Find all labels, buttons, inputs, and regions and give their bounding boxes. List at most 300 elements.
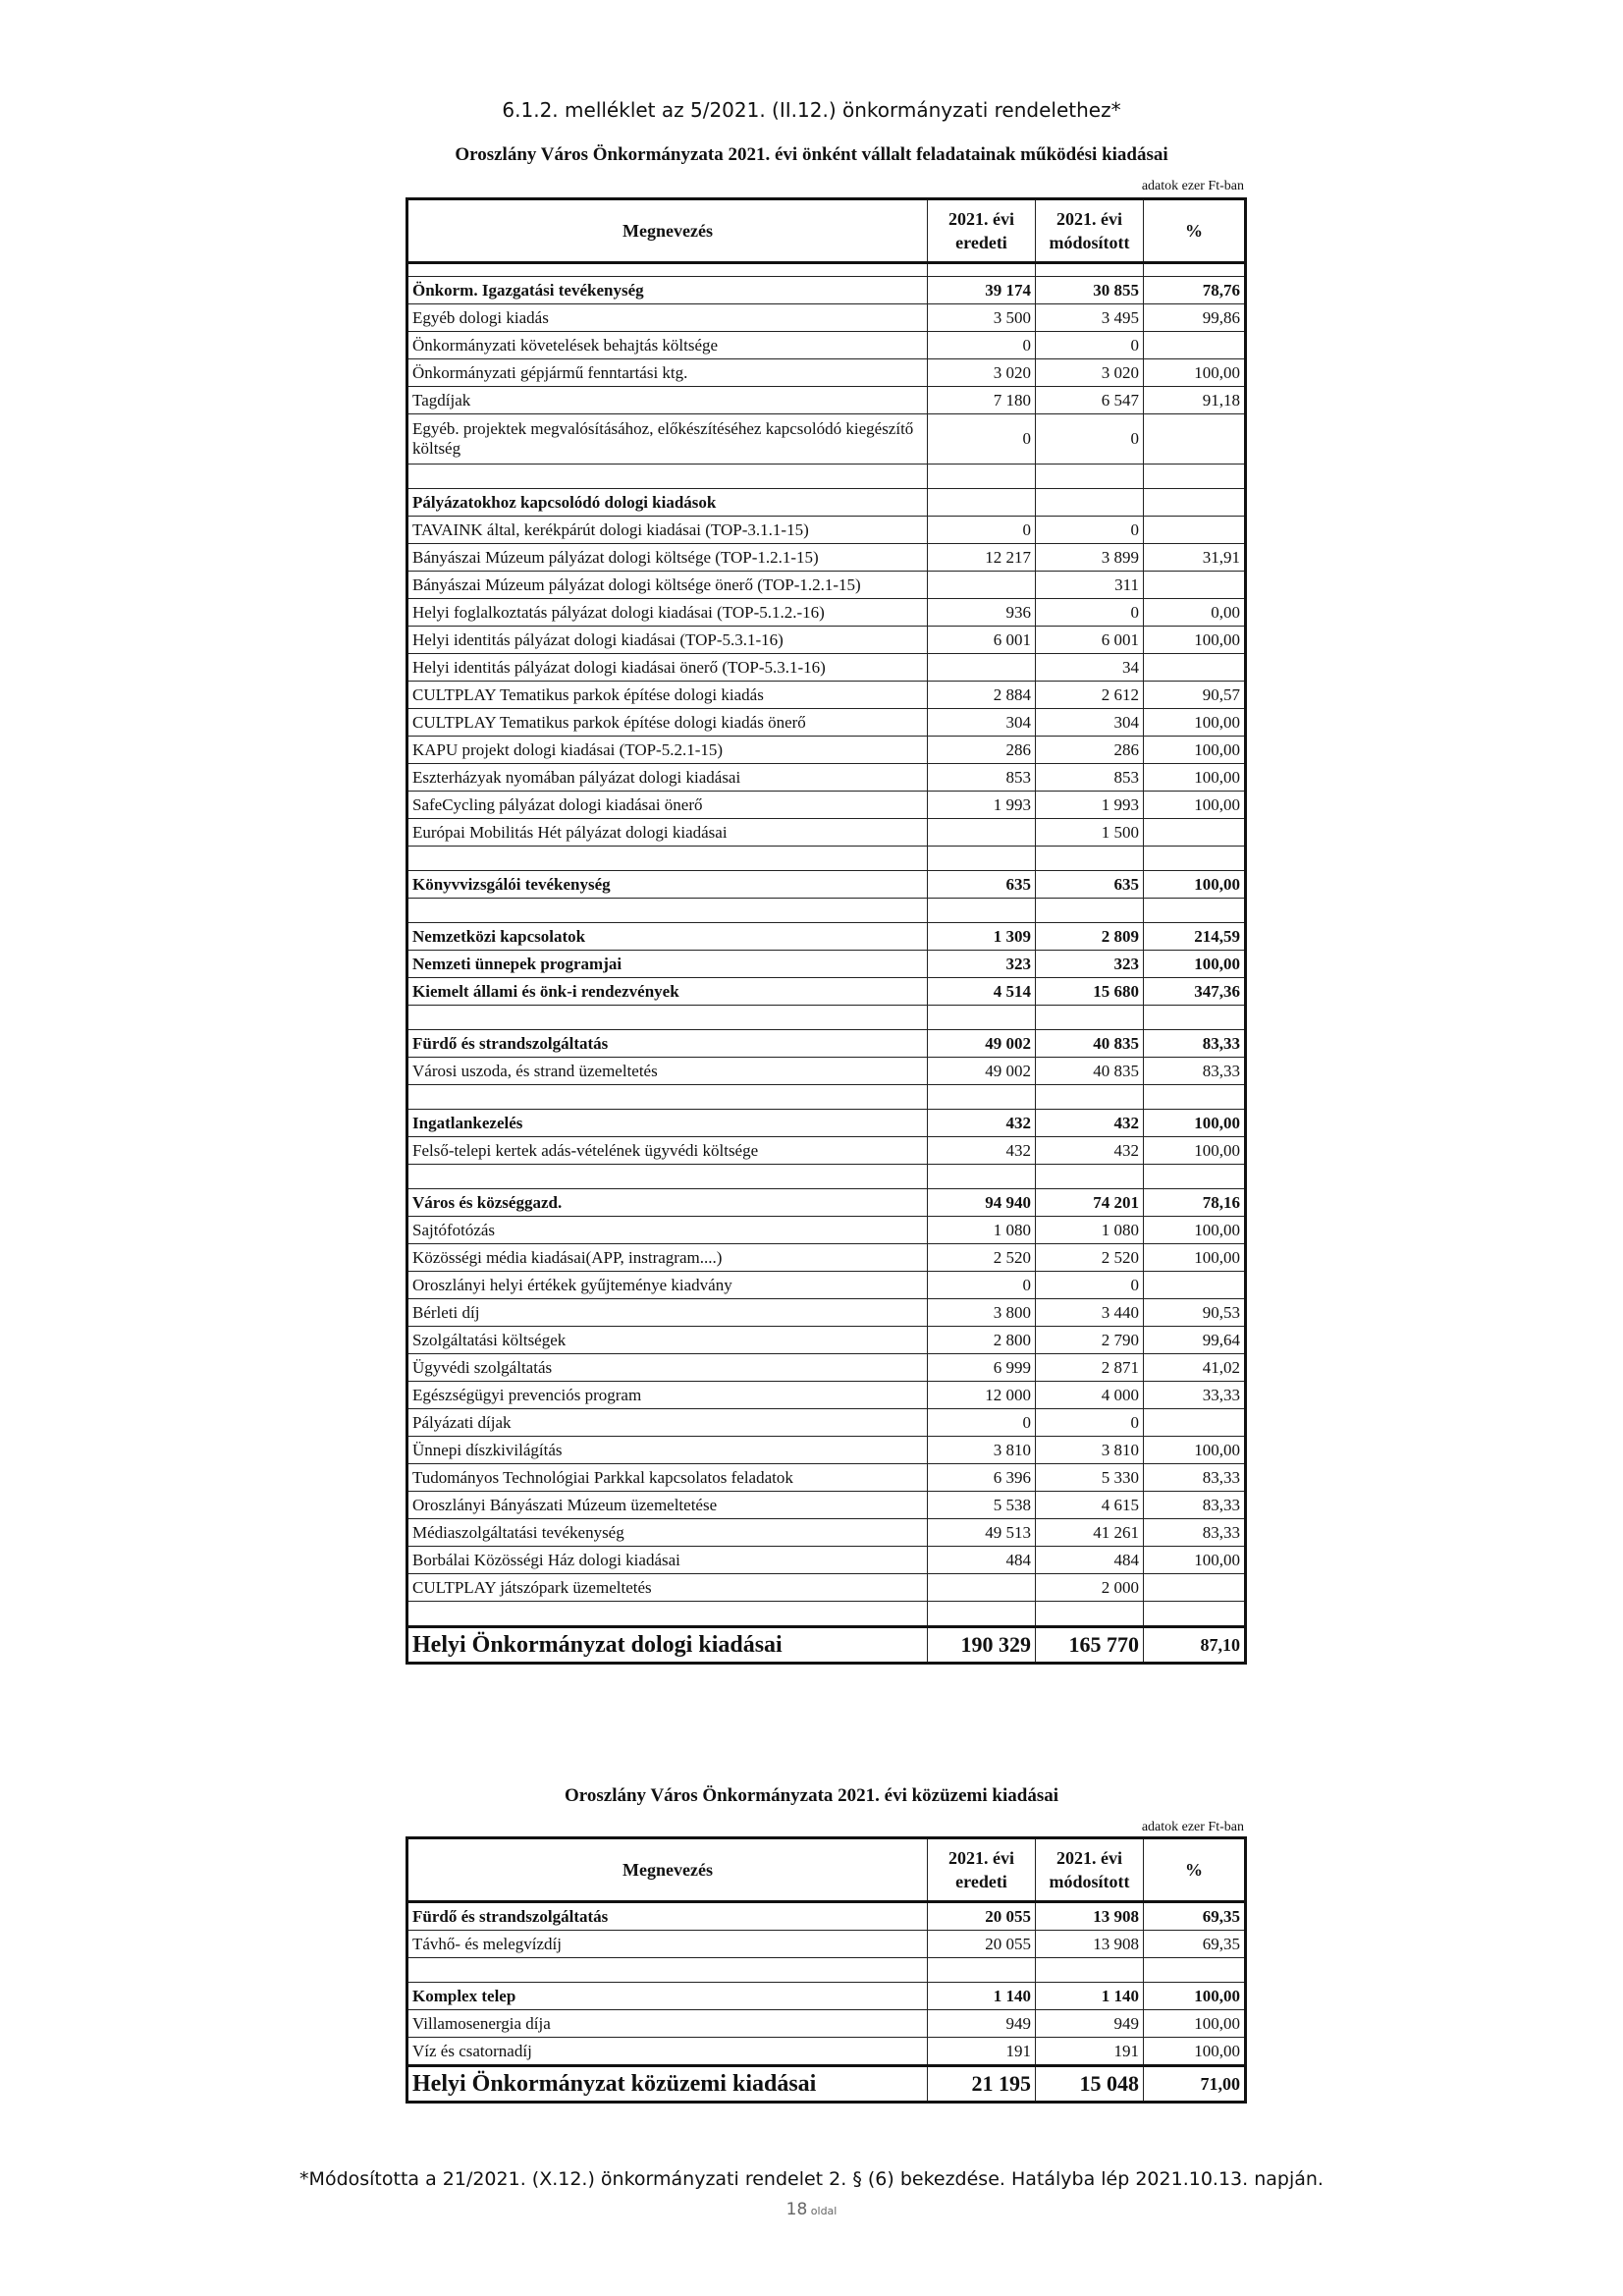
row-name [407, 1602, 928, 1627]
table-row [407, 572, 1246, 599]
table-row [407, 1030, 1246, 1058]
row-original-value: 1 080 [928, 1217, 1036, 1244]
row-original-value [928, 1602, 1036, 1627]
row-modified-value: 286 [1036, 737, 1144, 764]
row-percent: 100,00 [1144, 871, 1246, 899]
table-row [407, 847, 1246, 871]
row-original-value: 20 055 [928, 1902, 1036, 1931]
table1-title: Oroszlány Város Önkormányzata 2021. évi önként vállalt feladatainak működési kiadásai [455, 144, 1168, 165]
row-original-value [928, 465, 1036, 489]
table-row [407, 263, 1246, 277]
row-original-value: 949 [928, 2010, 1036, 2038]
table-row [407, 1272, 1246, 1299]
col-header-name: Megnevezés [407, 1838, 928, 1902]
table-row [407, 819, 1246, 847]
table-row [407, 304, 1246, 332]
row-name [407, 1958, 928, 1983]
table-row [407, 489, 1246, 517]
row-modified-value: 4 615 [1036, 1492, 1144, 1519]
row-original-value: 5 538 [928, 1492, 1036, 1519]
row-original-value [928, 847, 1036, 871]
row-original-value: 1 309 [928, 923, 1036, 951]
row-name: Egyéb dologi kiadás [407, 304, 928, 332]
row-percent: 41,02 [1144, 1354, 1246, 1382]
row-percent: 99,86 [1144, 304, 1246, 332]
row-percent: 78,76 [1144, 277, 1246, 304]
row-name: CULTPLAY Tematikus parkok építése dologi kiadás önerő [407, 709, 928, 737]
row-name: Pályázatokhoz kapcsolódó dologi kiadások [407, 489, 928, 517]
row-original-value [928, 1574, 1036, 1602]
col-header-modified-text: 2021. évi módosított [1049, 1848, 1130, 1891]
row-name: CULTPLAY Tematikus parkok építése dologi kiadás [407, 682, 928, 709]
row-percent: 69,35 [1144, 1931, 1246, 1958]
col-header-name: Megnevezés [407, 199, 928, 263]
row-modified-value [1036, 1085, 1144, 1110]
row-modified-value: 2 612 [1036, 682, 1144, 709]
row-original-value: 6 396 [928, 1464, 1036, 1492]
row-percent [1144, 572, 1246, 599]
table-row [407, 1574, 1246, 1602]
row-percent: 100,00 [1144, 627, 1246, 654]
table-row [407, 978, 1246, 1006]
row-modified-value: 853 [1036, 764, 1144, 792]
table-row [407, 2066, 1246, 2103]
table-row [407, 517, 1246, 544]
table-row [407, 1409, 1246, 1437]
row-name: Tagdíjak [407, 387, 928, 414]
table-row [407, 1137, 1246, 1165]
row-name: Helyi identitás pályázat dologi kiadásai (TOP-5.3.1-16) [407, 627, 928, 654]
row-percent: 91,18 [1144, 387, 1246, 414]
table-row [407, 899, 1246, 923]
row-modified-value: 1 500 [1036, 819, 1144, 847]
row-percent: 0,00 [1144, 599, 1246, 627]
row-name: Kiemelt állami és önk-i rendezvények [407, 978, 928, 1006]
col-header-original-text: 2021. évi eredeti [948, 1848, 1014, 1891]
row-name: Borbálai Közösségi Ház dologi kiadásai [407, 1547, 928, 1574]
appendix-header: 6.1.2. melléklet az 5/2021. (II.12.) önkormányzati rendelethez* [502, 98, 1121, 122]
row-modified-value: 3 020 [1036, 359, 1144, 387]
row-original-value: 432 [928, 1110, 1036, 1137]
row-name: Tudományos Technológiai Parkkal kapcsolatos feladatok [407, 1464, 928, 1492]
row-original-value: 484 [928, 1547, 1036, 1574]
row-name [407, 847, 928, 871]
row-percent [1144, 414, 1246, 465]
row-original-value: 3 500 [928, 304, 1036, 332]
row-percent: 100,00 [1144, 2010, 1246, 2038]
table-row [407, 871, 1246, 899]
row-name: Európai Mobilitás Hét pályázat dologi kiadásai [407, 819, 928, 847]
row-percent: 100,00 [1144, 737, 1246, 764]
table-row [407, 627, 1246, 654]
row-name: TAVAINK által, kerékpárút dologi kiadásai (TOP-3.1.1-15) [407, 517, 928, 544]
row-modified-value: 2 520 [1036, 1244, 1144, 1272]
table-row [407, 1627, 1246, 1664]
page-number-value: 18 [785, 2200, 808, 2219]
row-modified-value [1036, 1006, 1144, 1030]
row-name: Villamosenergia díja [407, 2010, 928, 2038]
row-name: Bányászai Múzeum pályázat dologi költsége (TOP-1.2.1-15) [407, 544, 928, 572]
row-name [407, 1006, 928, 1030]
row-percent: 100,00 [1144, 2038, 1246, 2066]
row-original-value: 6 001 [928, 627, 1036, 654]
row-name: Ünnepi díszkivilágítás [407, 1437, 928, 1464]
table-row [407, 2038, 1246, 2066]
row-original-value: 2 800 [928, 1327, 1036, 1354]
row-original-value: 39 174 [928, 277, 1036, 304]
row-original-value: 432 [928, 1137, 1036, 1165]
table-row [407, 1006, 1246, 1030]
row-name: Bányászai Múzeum pályázat dologi költsége önerő (TOP-1.2.1-15) [407, 572, 928, 599]
row-modified-value: 1 080 [1036, 1217, 1144, 1244]
row-name: Távhő- és melegvízdíj [407, 1931, 928, 1958]
row-percent: 33,33 [1144, 1382, 1246, 1409]
row-modified-value: 0 [1036, 599, 1144, 627]
table-row [407, 1492, 1246, 1519]
table-row [407, 1217, 1246, 1244]
table2-unit: adatok ezer Ft-ban [1141, 1820, 1244, 1834]
row-percent: 71,00 [1144, 2066, 1246, 2103]
row-original-value [928, 654, 1036, 682]
row-name: Komplex telep [407, 1983, 928, 2010]
row-percent: 87,10 [1144, 1627, 1246, 1664]
row-percent: 83,33 [1144, 1058, 1246, 1085]
row-modified-value: 2 790 [1036, 1327, 1144, 1354]
row-percent: 100,00 [1144, 1244, 1246, 1272]
table-row [407, 1931, 1246, 1958]
row-name: Fürdő és strandszolgáltatás [407, 1030, 928, 1058]
row-percent: 90,57 [1144, 682, 1246, 709]
row-modified-value: 13 908 [1036, 1931, 1144, 1958]
row-modified-value: 13 908 [1036, 1902, 1144, 1931]
row-name: Nemzetközi kapcsolatok [407, 923, 928, 951]
row-percent: 100,00 [1144, 1983, 1246, 2010]
row-name: Helyi foglalkoztatás pályázat dologi kiadásai (TOP-5.1.2.-16) [407, 599, 928, 627]
row-original-value: 49 513 [928, 1519, 1036, 1547]
table-row [407, 1165, 1246, 1189]
row-modified-value: 3 899 [1036, 544, 1144, 572]
row-modified-value [1036, 1165, 1144, 1189]
row-original-value [928, 263, 1036, 277]
table-row [407, 1547, 1246, 1574]
row-original-value: 49 002 [928, 1058, 1036, 1085]
table-row [407, 1902, 1246, 1931]
col-header-modified-text: 2021. évi módosított [1049, 209, 1130, 252]
row-original-value: 191 [928, 2038, 1036, 2066]
table-row [407, 1464, 1246, 1492]
row-modified-value: 432 [1036, 1110, 1144, 1137]
row-original-value: 21 195 [928, 2066, 1036, 2103]
table-row [407, 1299, 1246, 1327]
row-name: Bérleti díj [407, 1299, 928, 1327]
row-name: Város és községgazd. [407, 1189, 928, 1217]
row-percent: 100,00 [1144, 1110, 1246, 1137]
table-row [407, 1058, 1246, 1085]
row-name: Oroszlányi helyi értékek gyűjteménye kiadvány [407, 1272, 928, 1299]
row-percent: 78,16 [1144, 1189, 1246, 1217]
row-original-value [928, 1006, 1036, 1030]
row-percent [1144, 1165, 1246, 1189]
row-name: Önkorm. Igazgatási tevékenység [407, 277, 928, 304]
row-percent: 214,59 [1144, 923, 1246, 951]
row-name: Önkormányzati követelések behajtás költsége [407, 332, 928, 359]
row-modified-value: 1 140 [1036, 1983, 1144, 2010]
row-original-value: 12 217 [928, 544, 1036, 572]
row-original-value: 20 055 [928, 1931, 1036, 1958]
footnote: *Módosította a 21/2021. (X.12.) önkormányzati rendelet 2. § (6) bekezdése. Hatályba lép 2021.10.13. napján. [299, 2168, 1324, 2190]
row-modified-value [1036, 489, 1144, 517]
table2-title: Oroszlány Város Önkormányzata 2021. évi közüzemi kiadásai [565, 1785, 1058, 1806]
row-modified-value: 34 [1036, 654, 1144, 682]
row-percent [1144, 847, 1246, 871]
row-original-value: 1 140 [928, 1983, 1036, 2010]
row-modified-value: 0 [1036, 414, 1144, 465]
row-original-value: 7 180 [928, 387, 1036, 414]
row-modified-value: 41 261 [1036, 1519, 1144, 1547]
table-row [407, 682, 1246, 709]
page-number [0, 2200, 1623, 2219]
row-modified-value: 191 [1036, 2038, 1144, 2066]
table-row [407, 1983, 1246, 2010]
row-modified-value: 2 000 [1036, 1574, 1144, 1602]
row-modified-value: 165 770 [1036, 1627, 1144, 1664]
table-row [407, 1602, 1246, 1627]
row-percent [1144, 819, 1246, 847]
col-header-percent: % [1144, 199, 1246, 263]
table-row [407, 792, 1246, 819]
row-percent: 83,33 [1144, 1519, 1246, 1547]
table-row [407, 1327, 1246, 1354]
row-modified-value: 5 330 [1036, 1464, 1144, 1492]
row-modified-value: 432 [1036, 1137, 1144, 1165]
row-name: Sajtófotózás [407, 1217, 928, 1244]
table-row [407, 414, 1246, 465]
row-percent [1144, 489, 1246, 517]
col-header-modified [1036, 199, 1144, 263]
row-name: CULTPLAY játszópark üzemeltetés [407, 1574, 928, 1602]
row-percent: 83,33 [1144, 1492, 1246, 1519]
col-header-percent: % [1144, 1838, 1246, 1902]
operating-expenses-table [406, 197, 1247, 1665]
row-original-value: 12 000 [928, 1382, 1036, 1409]
row-modified-value: 0 [1036, 332, 1144, 359]
row-original-value: 0 [928, 332, 1036, 359]
row-percent: 100,00 [1144, 1137, 1246, 1165]
row-modified-value: 15 680 [1036, 978, 1144, 1006]
row-name: Eszterházyak nyomában pályázat dologi kiadásai [407, 764, 928, 792]
table-row [407, 1354, 1246, 1382]
row-original-value [928, 899, 1036, 923]
row-original-value: 2 520 [928, 1244, 1036, 1272]
row-modified-value: 0 [1036, 517, 1144, 544]
table-row [407, 1244, 1246, 1272]
row-percent: 31,91 [1144, 544, 1246, 572]
row-name [407, 263, 928, 277]
row-modified-value [1036, 1958, 1144, 1983]
row-percent: 100,00 [1144, 709, 1246, 737]
row-modified-value: 1 993 [1036, 792, 1144, 819]
row-original-value: 49 002 [928, 1030, 1036, 1058]
row-original-value: 190 329 [928, 1627, 1036, 1664]
row-original-value: 304 [928, 709, 1036, 737]
row-modified-value [1036, 465, 1144, 489]
row-original-value: 853 [928, 764, 1036, 792]
row-original-value: 635 [928, 871, 1036, 899]
row-name: SafeCycling pályázat dologi kiadásai önerő [407, 792, 928, 819]
row-percent: 347,36 [1144, 978, 1246, 1006]
table-row [407, 387, 1246, 414]
table-row [407, 599, 1246, 627]
row-percent [1144, 1574, 1246, 1602]
table-row [407, 544, 1246, 572]
row-percent [1144, 1958, 1246, 1983]
row-name: KAPU projekt dologi kiadásai (TOP-5.2.1-15) [407, 737, 928, 764]
row-percent [1144, 1085, 1246, 1110]
row-name: Egészségügyi prevenciós program [407, 1382, 928, 1409]
table-row [407, 1437, 1246, 1464]
row-modified-value: 4 000 [1036, 1382, 1144, 1409]
row-percent: 69,35 [1144, 1902, 1246, 1931]
row-name: Fürdő és strandszolgáltatás [407, 1902, 928, 1931]
row-name: Médiaszolgáltatási tevékenység [407, 1519, 928, 1547]
row-percent: 100,00 [1144, 951, 1246, 978]
row-name: Helyi Önkormányzat dologi kiadásai [407, 1627, 928, 1664]
row-original-value [928, 1165, 1036, 1189]
table-row [407, 764, 1246, 792]
row-original-value: 1 993 [928, 792, 1036, 819]
row-percent: 83,33 [1144, 1030, 1246, 1058]
col-header-original [928, 1838, 1036, 1902]
row-name: Önkormányzati gépjármű fenntartási ktg. [407, 359, 928, 387]
row-percent [1144, 654, 1246, 682]
row-name: Ügyvédi szolgáltatás [407, 1354, 928, 1382]
row-modified-value: 74 201 [1036, 1189, 1144, 1217]
row-percent: 100,00 [1144, 359, 1246, 387]
row-name: Víz és csatornadíj [407, 2038, 928, 2066]
row-name: Ingatlankezelés [407, 1110, 928, 1137]
table-row [407, 1382, 1246, 1409]
table-row [407, 2010, 1246, 2038]
row-original-value: 0 [928, 414, 1036, 465]
row-original-value [928, 1958, 1036, 1983]
row-modified-value: 40 835 [1036, 1058, 1144, 1085]
row-name: Oroszlányi Bányászati Múzeum üzemeltetése [407, 1492, 928, 1519]
row-original-value: 2 884 [928, 682, 1036, 709]
table-row [407, 951, 1246, 978]
col-header-original-text: 2021. évi eredeti [948, 209, 1014, 252]
table-row [407, 654, 1246, 682]
row-percent [1144, 1006, 1246, 1030]
row-modified-value: 3 495 [1036, 304, 1144, 332]
row-percent: 100,00 [1144, 1437, 1246, 1464]
row-percent [1144, 465, 1246, 489]
row-original-value: 0 [928, 1272, 1036, 1299]
table1-unit: adatok ezer Ft-ban [1141, 179, 1244, 193]
table-row [407, 277, 1246, 304]
row-percent [1144, 263, 1246, 277]
row-modified-value: 304 [1036, 709, 1144, 737]
row-original-value: 94 940 [928, 1189, 1036, 1217]
table-row [407, 332, 1246, 359]
row-modified-value [1036, 847, 1144, 871]
row-name [407, 1165, 928, 1189]
row-name: Egyéb. projektek megvalósításához, előkészítéséhez kapcsolódó kiegészítő költség [407, 414, 928, 465]
table-row [407, 359, 1246, 387]
row-name: Helyi Önkormányzat közüzemi kiadásai [407, 2066, 928, 2103]
row-modified-value: 3 810 [1036, 1437, 1144, 1464]
row-modified-value [1036, 263, 1144, 277]
page-number-label: oldal [810, 2205, 838, 2217]
row-original-value [928, 819, 1036, 847]
row-percent [1144, 1272, 1246, 1299]
row-percent [1144, 899, 1246, 923]
row-name: Helyi identitás pályázat dologi kiadásai önerő (TOP-5.3.1-16) [407, 654, 928, 682]
row-original-value: 3 810 [928, 1437, 1036, 1464]
utility-expenses-table [406, 1836, 1247, 2104]
row-original-value: 6 999 [928, 1354, 1036, 1382]
col-header-modified [1036, 1838, 1144, 1902]
row-modified-value: 3 440 [1036, 1299, 1144, 1327]
row-modified-value: 2 871 [1036, 1354, 1144, 1382]
row-name [407, 1085, 928, 1110]
row-modified-value: 30 855 [1036, 277, 1144, 304]
row-modified-value: 323 [1036, 951, 1144, 978]
row-name [407, 465, 928, 489]
row-original-value: 3 800 [928, 1299, 1036, 1327]
row-percent [1144, 1602, 1246, 1627]
table-row [407, 1110, 1246, 1137]
row-name: Könyvvizsgálói tevékenység [407, 871, 928, 899]
row-percent: 100,00 [1144, 792, 1246, 819]
row-modified-value: 949 [1036, 2010, 1144, 2038]
row-name [407, 899, 928, 923]
row-modified-value: 311 [1036, 572, 1144, 599]
table-row [407, 465, 1246, 489]
table-row [407, 923, 1246, 951]
table-row [407, 1085, 1246, 1110]
row-name: Városi uszoda, és strand üzemeltetés [407, 1058, 928, 1085]
row-modified-value [1036, 899, 1144, 923]
table-row [407, 1189, 1246, 1217]
row-original-value: 936 [928, 599, 1036, 627]
row-original-value: 286 [928, 737, 1036, 764]
row-modified-value: 635 [1036, 871, 1144, 899]
row-percent: 100,00 [1144, 1547, 1246, 1574]
table-row [407, 1519, 1246, 1547]
row-percent [1144, 517, 1246, 544]
row-percent [1144, 332, 1246, 359]
row-original-value: 0 [928, 517, 1036, 544]
row-modified-value: 15 048 [1036, 2066, 1144, 2103]
table-row [407, 1958, 1246, 1983]
col-header-original [928, 199, 1036, 263]
row-modified-value: 0 [1036, 1409, 1144, 1437]
row-name: Nemzeti ünnepek programjai [407, 951, 928, 978]
row-original-value: 3 020 [928, 359, 1036, 387]
row-original-value: 0 [928, 1409, 1036, 1437]
row-original-value [928, 1085, 1036, 1110]
row-original-value: 323 [928, 951, 1036, 978]
row-modified-value: 6 001 [1036, 627, 1144, 654]
row-modified-value: 6 547 [1036, 387, 1144, 414]
row-percent: 90,53 [1144, 1299, 1246, 1327]
row-name: Közösségi média kiadásai(APP, instragram....) [407, 1244, 928, 1272]
row-name: Felső-telepi kertek adás-vételének ügyvédi költsége [407, 1137, 928, 1165]
row-original-value [928, 572, 1036, 599]
row-modified-value: 484 [1036, 1547, 1144, 1574]
row-modified-value: 0 [1036, 1272, 1144, 1299]
row-percent: 100,00 [1144, 764, 1246, 792]
